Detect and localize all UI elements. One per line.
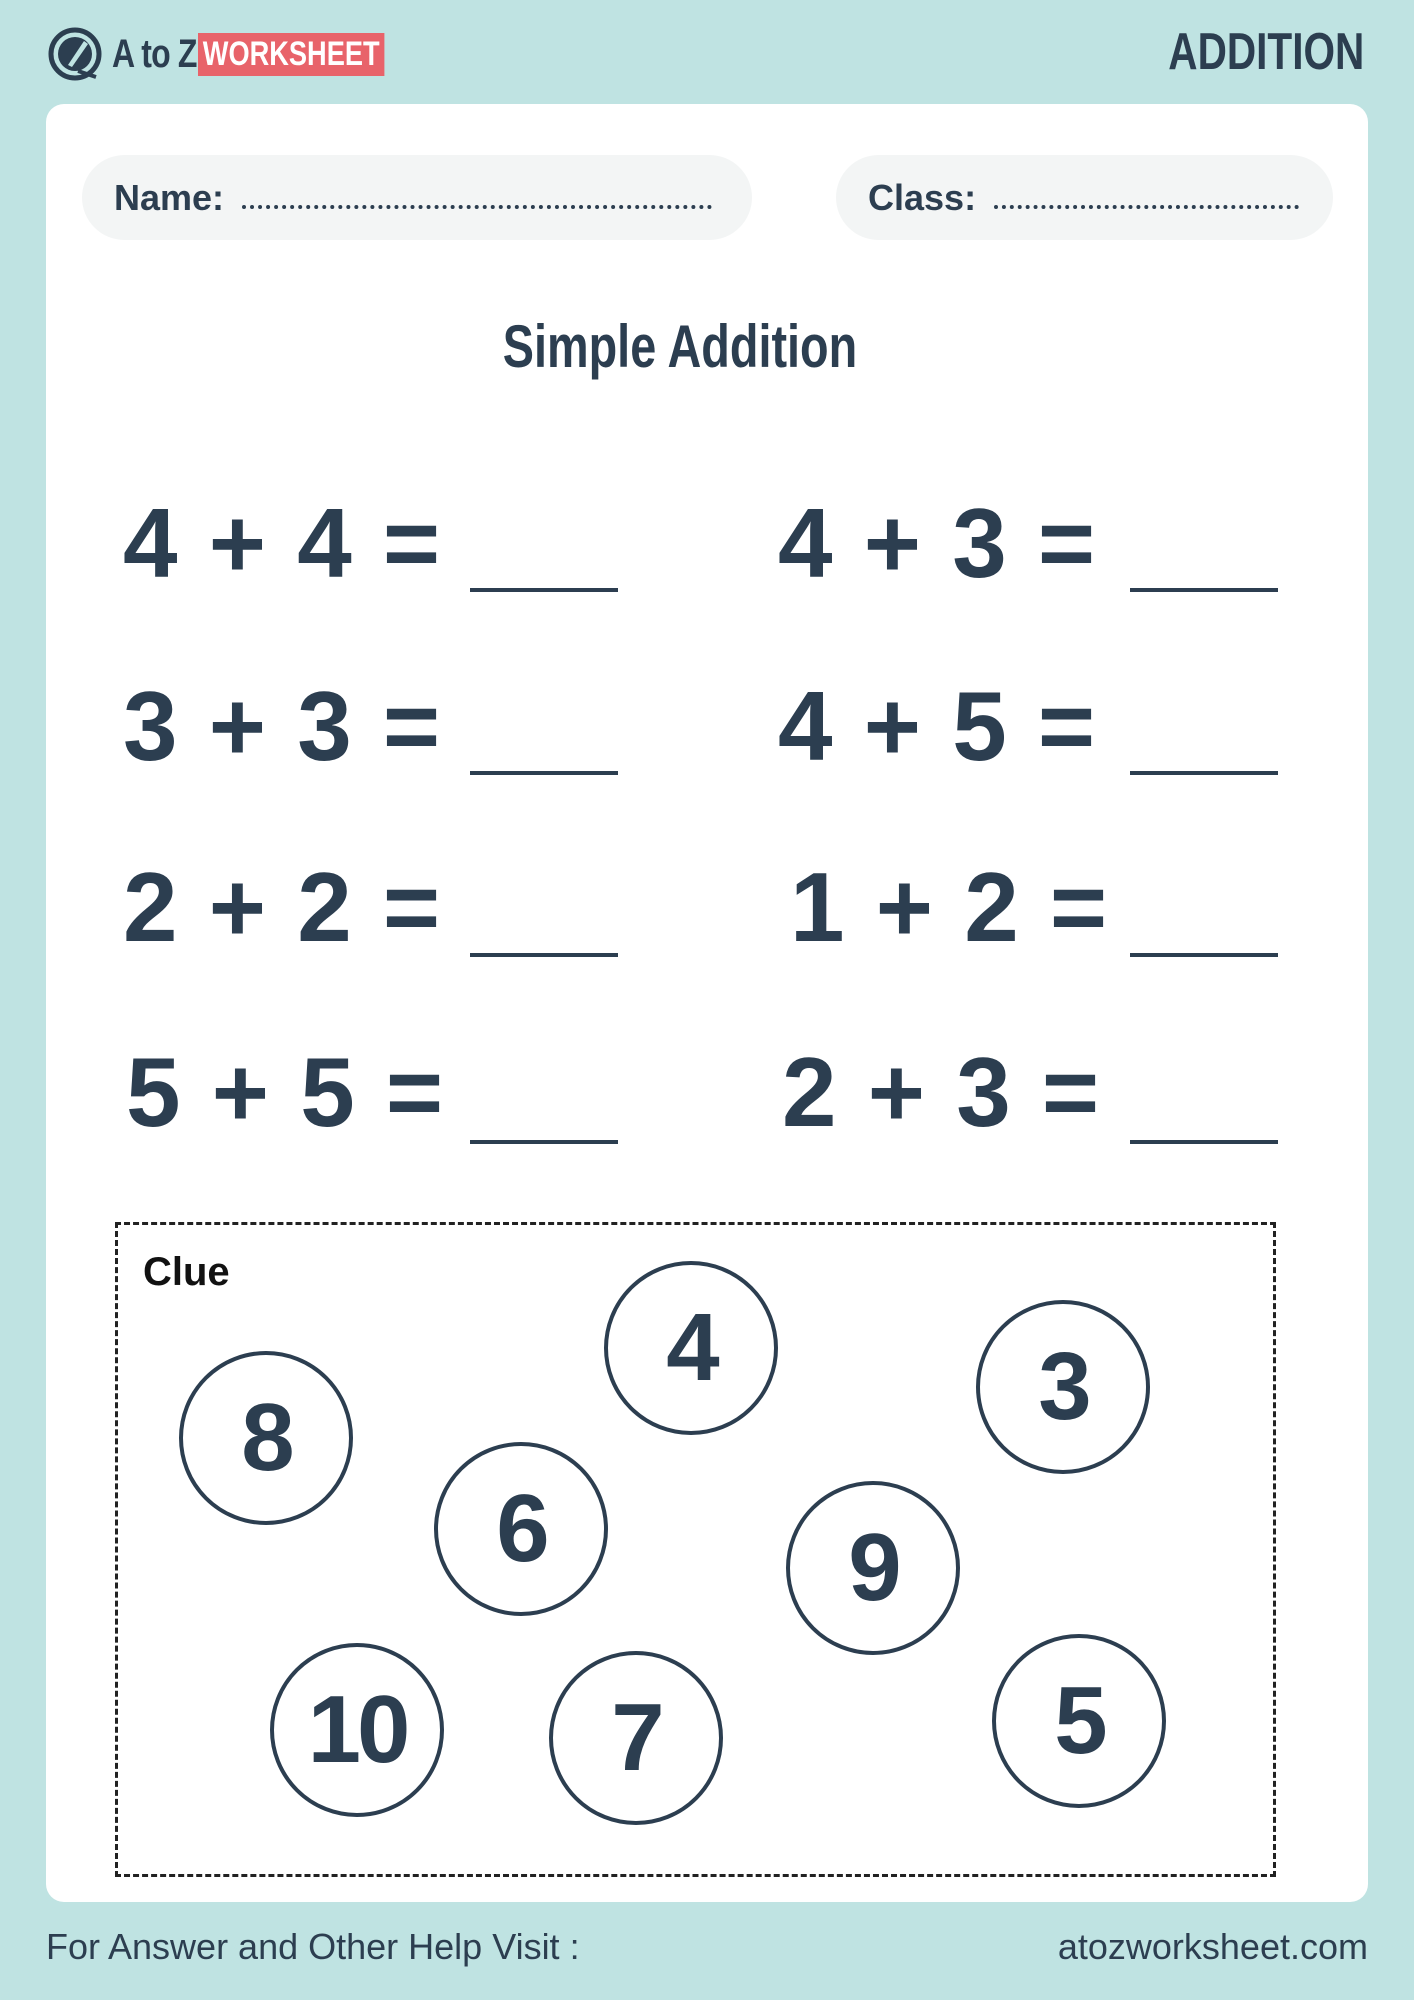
- footer-text: For Answer and Other Help Visit :: [46, 1926, 580, 1967]
- clue-number: 10: [270, 1643, 444, 1817]
- answer-blank[interactable]: [470, 771, 618, 775]
- clue-number: 8: [179, 1351, 353, 1525]
- clue-number: 3: [976, 1300, 1150, 1474]
- clue-number: 7: [549, 1651, 723, 1825]
- clue-number: 4: [604, 1261, 778, 1435]
- answer-blank[interactable]: [1130, 771, 1278, 775]
- problem: 4 + 5 =: [778, 671, 1098, 781]
- problem: 2 + 3 =: [782, 1037, 1102, 1147]
- name-dotted-line: [242, 205, 712, 209]
- problem: 5 + 5 =: [126, 1037, 446, 1147]
- topic-heading: ADDITION: [1167, 23, 1364, 81]
- answer-blank[interactable]: [470, 588, 618, 592]
- problem: 4 + 3 =: [778, 488, 1098, 598]
- worksheet-title: Simple Addition: [502, 313, 858, 380]
- logo: [48, 26, 431, 82]
- answer-blank[interactable]: [470, 953, 618, 957]
- clue-number: 9: [786, 1481, 960, 1655]
- problem: 3 + 3 =: [123, 671, 443, 781]
- logo-text: A to Z: [112, 31, 197, 76]
- answer-blank[interactable]: [470, 1140, 618, 1144]
- clue-number: 5: [992, 1634, 1166, 1808]
- name-field[interactable]: [82, 155, 752, 240]
- problem: 4 + 4 =: [123, 488, 443, 598]
- answer-blank[interactable]: [1130, 953, 1278, 957]
- pen-nib-icon: [48, 27, 102, 81]
- problem: 1 + 2 =: [790, 852, 1110, 962]
- clue-label: Clue: [143, 1250, 230, 1294]
- footer-link[interactable]: atozworksheet.com: [1057, 1926, 1368, 1967]
- class-dotted-line: [994, 205, 1299, 209]
- name-label: Name:: [114, 176, 225, 218]
- problem: 2 + 2 =: [123, 852, 443, 962]
- logo-highlight: WORKSHEET: [198, 33, 384, 76]
- class-field[interactable]: [836, 155, 1333, 240]
- class-label: Class:: [868, 176, 977, 218]
- clue-number: 6: [434, 1442, 608, 1616]
- answer-blank[interactable]: [1130, 588, 1278, 592]
- answer-blank[interactable]: [1130, 1140, 1278, 1144]
